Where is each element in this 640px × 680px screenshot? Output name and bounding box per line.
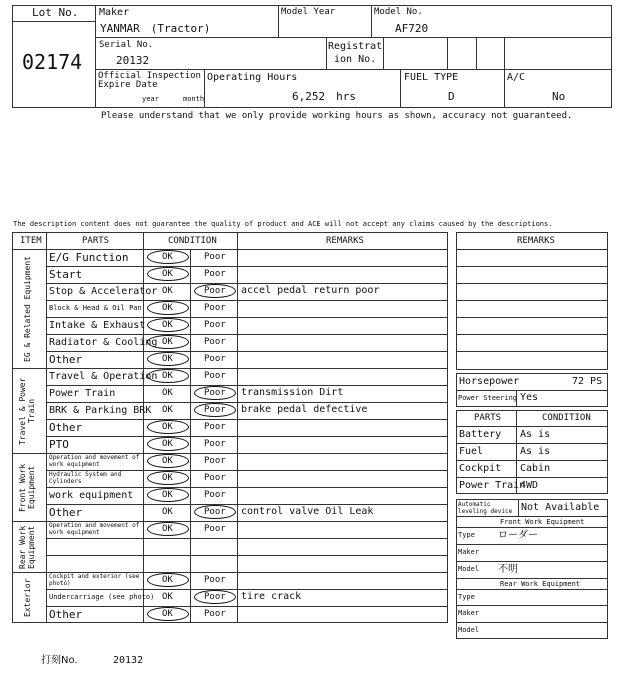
table-row xyxy=(46,453,448,470)
ok-option: OK xyxy=(162,592,173,602)
year-label: year xyxy=(142,95,159,103)
inspection-label-2: Expire Date xyxy=(98,80,158,90)
part-name: Undercarriage (see photo) xyxy=(49,593,155,601)
table-row xyxy=(46,419,448,436)
part-name: Operation and movement of work equipment xyxy=(49,522,140,536)
ok-option: OK xyxy=(162,371,173,381)
table-row xyxy=(46,521,448,538)
table-row xyxy=(46,555,448,572)
front-model-value: 不明 xyxy=(498,564,518,575)
poor-option: Poor xyxy=(204,337,226,347)
ok-circle-mark xyxy=(147,369,189,383)
part-name: Intake & Exhaust xyxy=(49,320,146,331)
ac-value: No xyxy=(552,90,566,103)
ok-circle-mark xyxy=(147,522,189,536)
ok-option: OK xyxy=(162,388,173,398)
parts-label: PARTS xyxy=(474,413,502,423)
table-row xyxy=(46,283,448,300)
ok-option: OK xyxy=(162,575,173,585)
table-row xyxy=(46,572,448,589)
ok-circle-mark xyxy=(147,607,189,621)
part-name: Cockpit and exterior (see photo) xyxy=(49,573,140,587)
table-row xyxy=(46,402,448,419)
poor-option: Poor xyxy=(204,609,226,619)
part-name: E/G Function xyxy=(49,251,129,264)
ok-option: OK xyxy=(162,456,173,466)
front-type-value: ローダー xyxy=(498,530,538,541)
poor-option: Poor xyxy=(204,354,226,364)
table-row xyxy=(46,266,448,283)
ok-circle-mark xyxy=(147,335,189,349)
table-row xyxy=(46,351,448,368)
table-row xyxy=(46,300,448,317)
poor-option: Poor xyxy=(204,473,226,483)
ok-option: OK xyxy=(162,303,173,313)
part-name: Other xyxy=(49,608,83,621)
stamp-label: 打刻No. xyxy=(41,655,78,666)
ok-option: OK xyxy=(162,337,173,347)
ok-option: OK xyxy=(162,473,173,483)
battery-value: As is xyxy=(520,429,551,440)
part-name: BRK & Parking BRK xyxy=(49,405,152,416)
item-header: ITEM xyxy=(20,236,42,246)
ok-circle-mark xyxy=(147,352,189,366)
part-name: Start xyxy=(49,268,83,281)
poor-option: Poor xyxy=(204,388,226,398)
ok-option: OK xyxy=(162,320,173,330)
group-front-work: Front Work Equipment xyxy=(18,463,36,512)
poor-option: Poor xyxy=(204,439,226,449)
right-remarks-label: REMARKS xyxy=(517,236,555,246)
poor-option: Poor xyxy=(204,592,226,602)
fuel-type-label: FUEL TYPE xyxy=(404,72,459,83)
lot-label: Lot No. xyxy=(32,6,79,19)
fuel-value: As is xyxy=(520,446,551,457)
ok-option: OK xyxy=(162,269,173,279)
rear-model-label: Model xyxy=(458,626,480,634)
table-row xyxy=(46,385,448,402)
part-name: Stop & Accelerator xyxy=(49,286,158,297)
serial-value: 20132 xyxy=(116,54,150,67)
front-model-label: Model xyxy=(458,565,480,573)
ac-label: A/C xyxy=(507,72,526,83)
stamp-value: 20132 xyxy=(113,655,144,666)
poor-option: Poor xyxy=(204,422,226,432)
model-no-label: Model No. xyxy=(374,7,423,17)
serial-label: Serial No. xyxy=(99,40,154,50)
right-remarks-box xyxy=(456,232,608,370)
ok-circle-mark xyxy=(147,420,189,434)
poor-option: Poor xyxy=(204,252,226,262)
part-name: Radiator & Cooling xyxy=(49,337,158,348)
part-name: work equipment xyxy=(49,490,134,501)
poor-option: Poor xyxy=(204,286,226,296)
power-train-label: Power Train xyxy=(459,480,526,491)
table-row xyxy=(46,487,448,504)
part-name: PTO xyxy=(49,438,69,451)
remark-text: transmission Dirt xyxy=(241,387,344,398)
condition-label: CONDITION xyxy=(542,413,591,423)
ok-option: OK xyxy=(162,609,173,619)
fuel-label: Fuel xyxy=(459,446,484,457)
auto-leveling-label: Automatic leveling device xyxy=(458,501,513,515)
ok-option: OK xyxy=(162,354,173,364)
ok-circle-mark xyxy=(147,267,189,281)
model-year-label: Model Year xyxy=(281,7,336,17)
poor-option: Poor xyxy=(204,371,226,381)
table-row xyxy=(46,368,448,385)
operating-hours-value: 6,252 hrs xyxy=(292,90,356,103)
cockpit-value: Cabin xyxy=(520,463,551,474)
table-row xyxy=(46,606,448,623)
model-no-value: AF720 xyxy=(395,22,429,35)
poor-option: Poor xyxy=(204,269,226,279)
parts-header: PARTS xyxy=(82,236,110,246)
part-name: Other xyxy=(49,421,83,434)
poor-option: Poor xyxy=(204,490,226,500)
remark-text: accel pedal return poor xyxy=(241,285,380,296)
operating-hours-label: Operating Hours xyxy=(207,72,298,83)
table-row xyxy=(46,334,448,351)
poor-circle-mark xyxy=(194,386,236,400)
remarks-header: REMARKS xyxy=(326,236,364,246)
poor-option: Poor xyxy=(204,303,226,313)
remark-text: control valve Oil Leak xyxy=(241,506,374,517)
horsepower-value: 72 PS xyxy=(572,376,603,387)
poor-option: Poor xyxy=(204,575,226,585)
registration-label-1: Registrat xyxy=(328,41,383,52)
front-work-title: Front Work Equipment xyxy=(500,518,585,526)
table-row xyxy=(46,589,448,606)
table-row xyxy=(46,538,448,555)
ok-option: OK xyxy=(162,524,173,534)
group-exterior: Exterior xyxy=(23,578,32,618)
maker-label: Maker xyxy=(99,7,130,18)
ok-circle-mark xyxy=(147,250,189,264)
front-type-label: Type xyxy=(458,531,475,539)
front-maker-label: Maker xyxy=(458,548,480,556)
remark-text: brake pedal defective xyxy=(241,404,368,415)
maker-value: YANMAR (Tractor) xyxy=(100,22,211,35)
ok-circle-mark xyxy=(147,573,189,587)
ok-circle-mark xyxy=(147,301,189,315)
poor-option: Poor xyxy=(204,524,226,534)
rear-work-title: Rear Work Equipment xyxy=(500,580,581,588)
table-row xyxy=(46,504,448,521)
registration-label-2: ion No. xyxy=(334,54,377,65)
group-travel: Travel & Power Train xyxy=(18,377,36,445)
ok-circle-mark xyxy=(147,454,189,468)
rear-type-label: Type xyxy=(458,593,475,601)
cockpit-label: Cockpit xyxy=(459,463,502,474)
description-note: The description content does not guarantee the quality of product and ACE will not accept any claims caused by the descriptions. xyxy=(13,220,553,228)
part-name: Block & Head & Oil Pan xyxy=(49,304,142,312)
condition-header: CONDITION xyxy=(168,236,217,246)
part-name: Travel & Operation xyxy=(49,371,158,382)
poor-option: Poor xyxy=(204,405,226,415)
part-name: Other xyxy=(49,506,83,519)
part-name: Other xyxy=(49,353,83,366)
poor-circle-mark xyxy=(194,505,236,519)
rear-maker-label: Maker xyxy=(458,609,480,617)
poor-option: Poor xyxy=(204,507,226,517)
table-row xyxy=(46,470,448,487)
month-label: month xyxy=(183,95,205,103)
ok-option: OK xyxy=(162,507,173,517)
table-row xyxy=(46,317,448,334)
group-rear-work: Rear Work Equipment xyxy=(18,525,36,569)
poor-option: Poor xyxy=(204,320,226,330)
ok-option: OK xyxy=(162,439,173,449)
power-steering-value: Yes xyxy=(520,392,539,403)
ok-option: OK xyxy=(162,490,173,500)
lot-value: 02174 xyxy=(22,50,83,74)
poor-circle-mark xyxy=(194,284,236,298)
ok-circle-mark xyxy=(147,488,189,502)
table-row xyxy=(46,249,448,266)
part-name: Hydraulic System and Cylinders xyxy=(49,471,122,485)
group-eg: EG & Related Equipment xyxy=(23,256,32,362)
ok-option: OK xyxy=(162,286,173,296)
power-steering-label: Power Steering xyxy=(458,394,518,402)
ok-option: OK xyxy=(162,405,173,415)
remark-text: tire crack xyxy=(241,591,302,602)
poor-circle-mark xyxy=(194,590,236,604)
ok-circle-mark xyxy=(147,471,189,485)
table-row xyxy=(46,436,448,453)
horsepower-label: Horsepower xyxy=(459,376,520,387)
part-name: Power Train xyxy=(49,388,116,399)
poor-circle-mark xyxy=(194,403,236,417)
disclaimer: Please understand that we only provide working hours as shown, accuracy not guaranteed. xyxy=(101,111,573,121)
ok-circle-mark xyxy=(147,437,189,451)
poor-option: Poor xyxy=(204,456,226,466)
inspection-label-1: Official Inspection xyxy=(98,71,201,81)
part-name: Operation and movement of work equipment xyxy=(49,454,140,468)
ok-option: OK xyxy=(162,422,173,432)
auto-leveling-value: Not Available xyxy=(521,502,600,513)
power-train-value: 4WD xyxy=(520,480,539,491)
ok-circle-mark xyxy=(147,318,189,332)
fuel-type-value: D xyxy=(448,90,455,103)
ok-option: OK xyxy=(162,252,173,262)
battery-label: Battery xyxy=(459,429,502,440)
